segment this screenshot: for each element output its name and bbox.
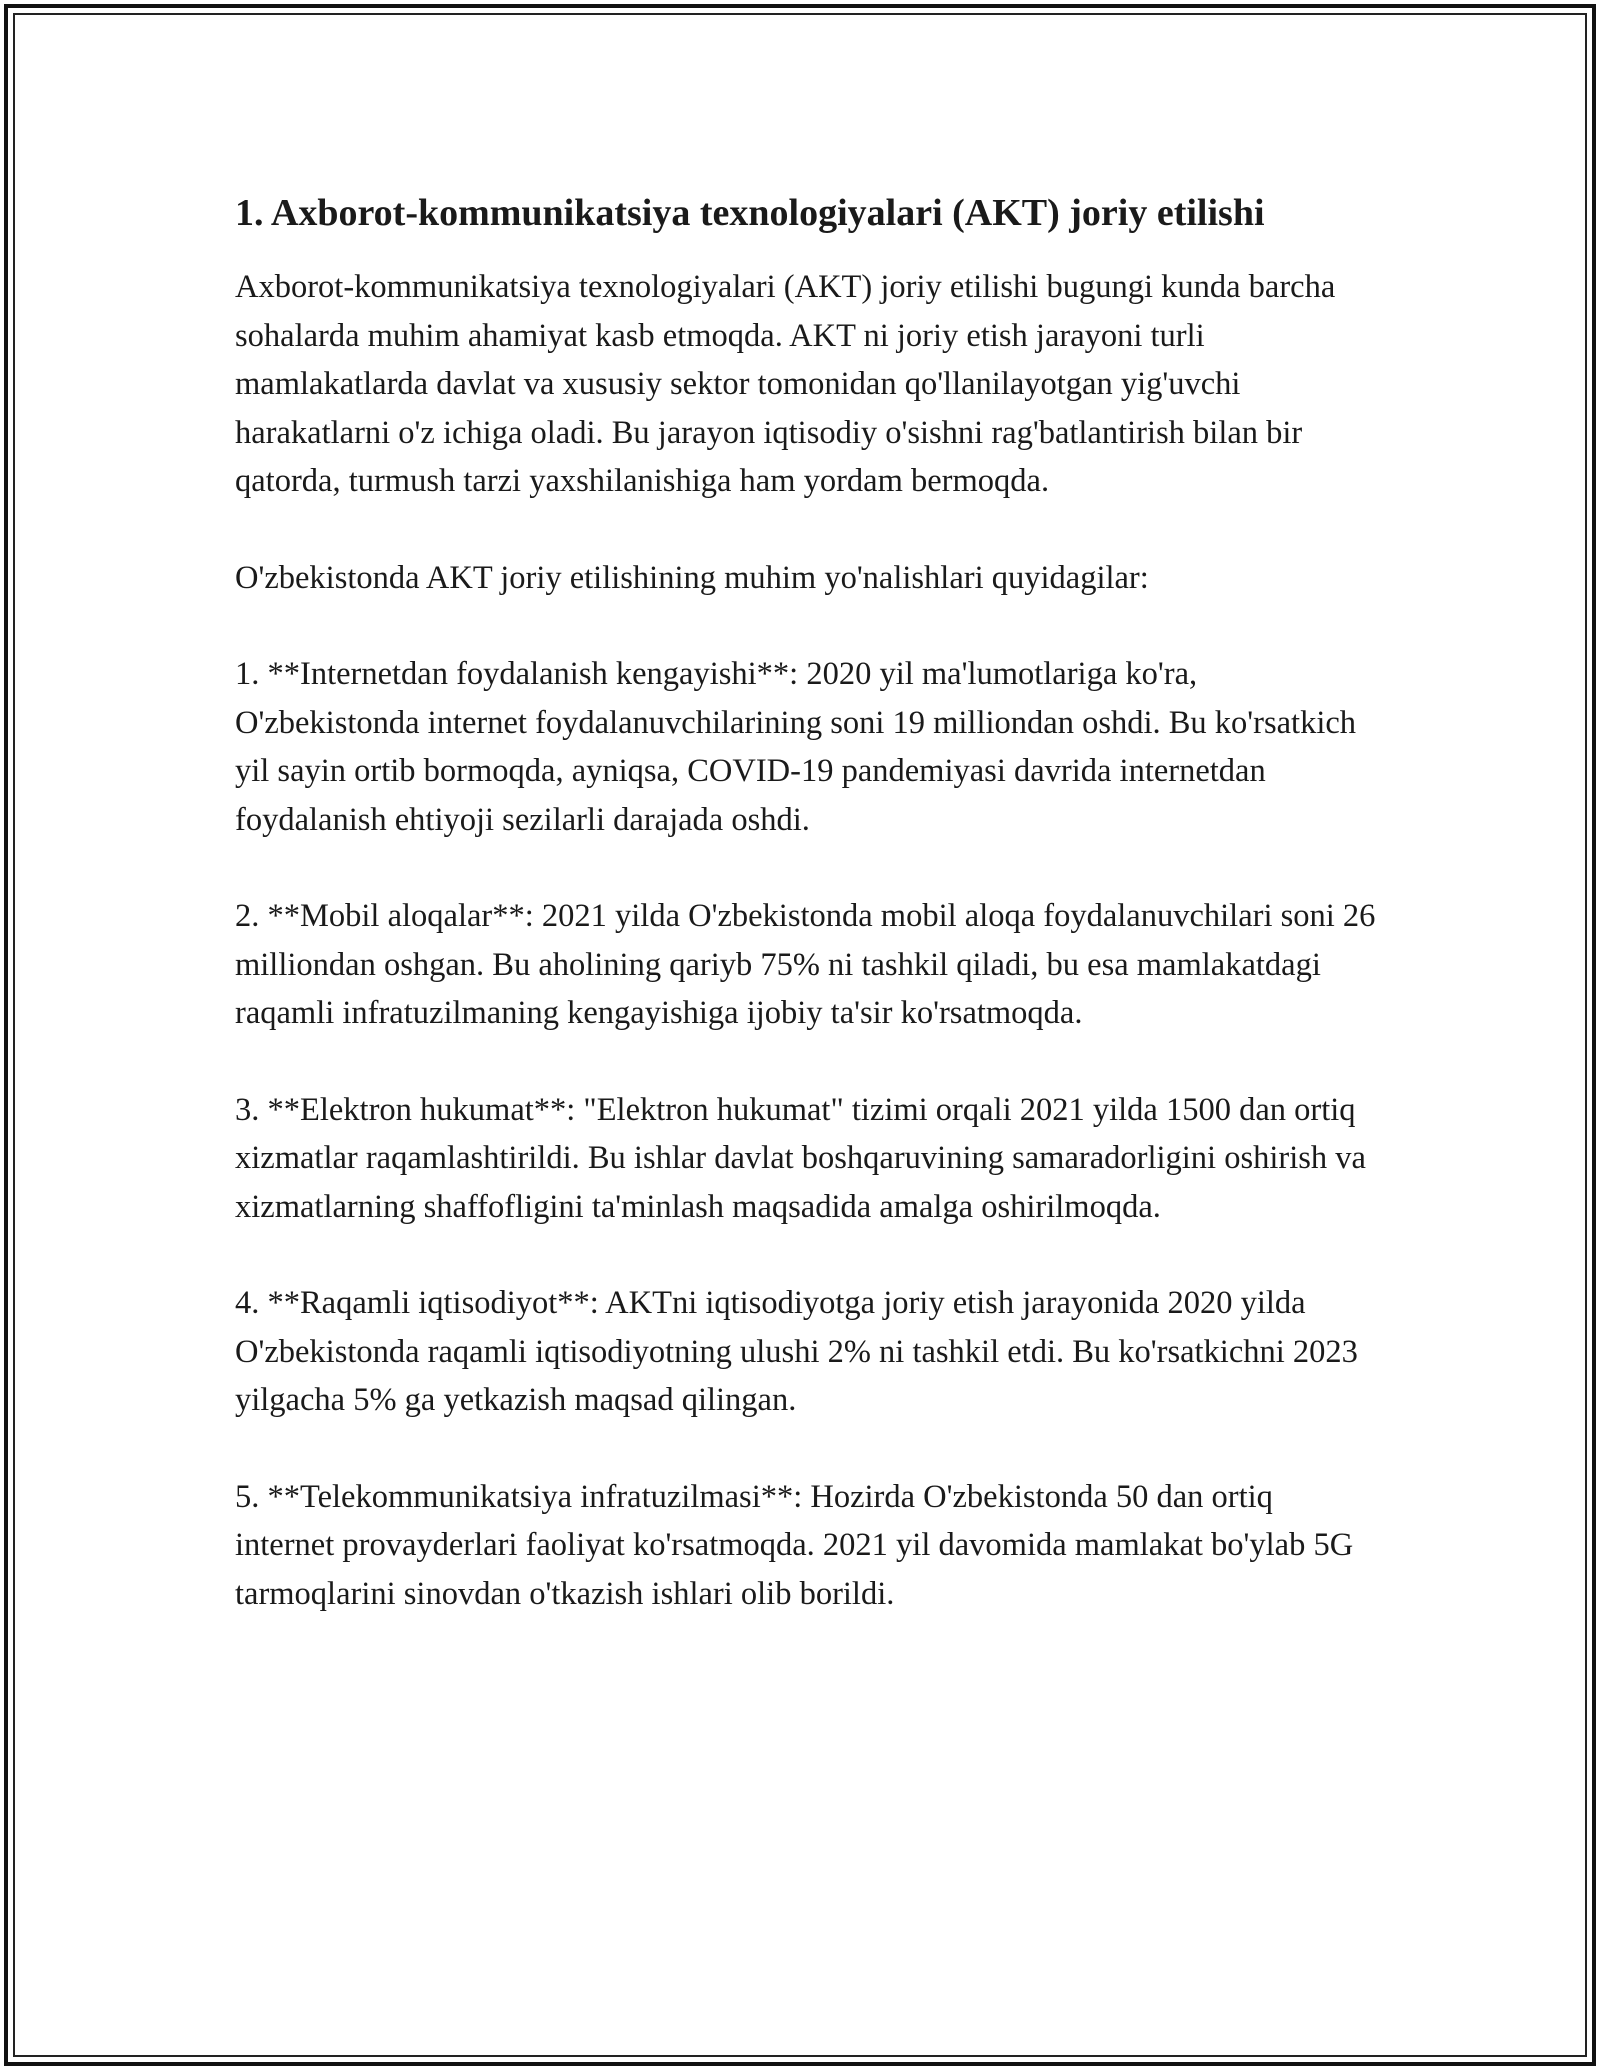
list-item: 2. **Mobil aloqalar**: 2021 yilda O'zbekistonda mobil aloqa foydalanuvchilari soni 26 milliondan oshgan. Bu aholining qariyb 75% ni tashkil qiladi, bu esa mamlakatdagi raqamli infratuzilmaning kengayishiga ijobiy ta'sir ko'rsatmoqda. [235, 898, 1376, 1031]
lead-paragraph: O'zbekistonda AKT joriy etilishining muhim yo'nalishlari quyidagilar: [235, 559, 1149, 596]
document-body [235, 186, 1380, 1618]
list-item: 4. **Raqamli iqtisodiyot**: AKTni iqtisodiyotga joriy etish jarayonida 2020 yilda O'zbekistonda raqamli iqtisodiyotning ulushi 2% ni tashkil etdi. Bu ko'rsatkichni 2023 yilgacha 5% ga yetkazish maqsad qilingan. [235, 1285, 1358, 1418]
list-item: 1. **Internetdan foydalanish kengayishi**: 2020 yil ma'lumotlariga ko'ra, O'zbekistonda internet foydalanuvchilarining soni 19 milliondan oshdi. Bu ko'rsatkich yil sayin ortib bormoqda, ayniqsa, COVID-19 pandemiyasi davrida internetdan foydalanish ehtiyoji sezilarli darajada oshdi. [235, 656, 1357, 838]
list-item: 3. **Elektron hukumat**: "Elektron hukumat" tizimi orqali 2021 yilda 1500 dan ortiq xizmatlar raqamlashtirildi. Bu ishlar davlat boshqaruvining samaradorligini oshirish va xizmatlarning shaffofligini ta'minlash maqsadida amalga oshirilmoqda. [235, 1091, 1366, 1225]
list-item: 5. **Telekommunikatsiya infratuzilmasi**: Hozirda O'zbekistonda 50 dan ortiq internet provayderlari faoliyat ko'rsatmoqda. 2021 yil davomida mamlakat bo'ylab 5G tarmoqlarini sinovdan o'tkazish ishlari olib borildi. [235, 1478, 1354, 1612]
document-title: 1. Axborot-kommunikatsiya texnologiyalari (AKT) joriy etilishi [235, 192, 1265, 234]
intro-paragraph: Axborot-kommunikatsiya texnologiyalari (AKT) joriy etilishi bugungi kunda barcha sohalarda muhim ahamiyat kasb etmoqda. AKT ni joriy etish jarayoni turli mamlakatlarda davlat va xususiy sektor tomonidan qo'llanilayotgan yig'uvchi harakatlarni o'z ichiga oladi. Bu jarayon iqtisodiy o'sishni rag'batlantirish bilan bir qatorda, turmush tarzi yaxshilanishiga ham yordam bermoqda. [235, 269, 1336, 499]
